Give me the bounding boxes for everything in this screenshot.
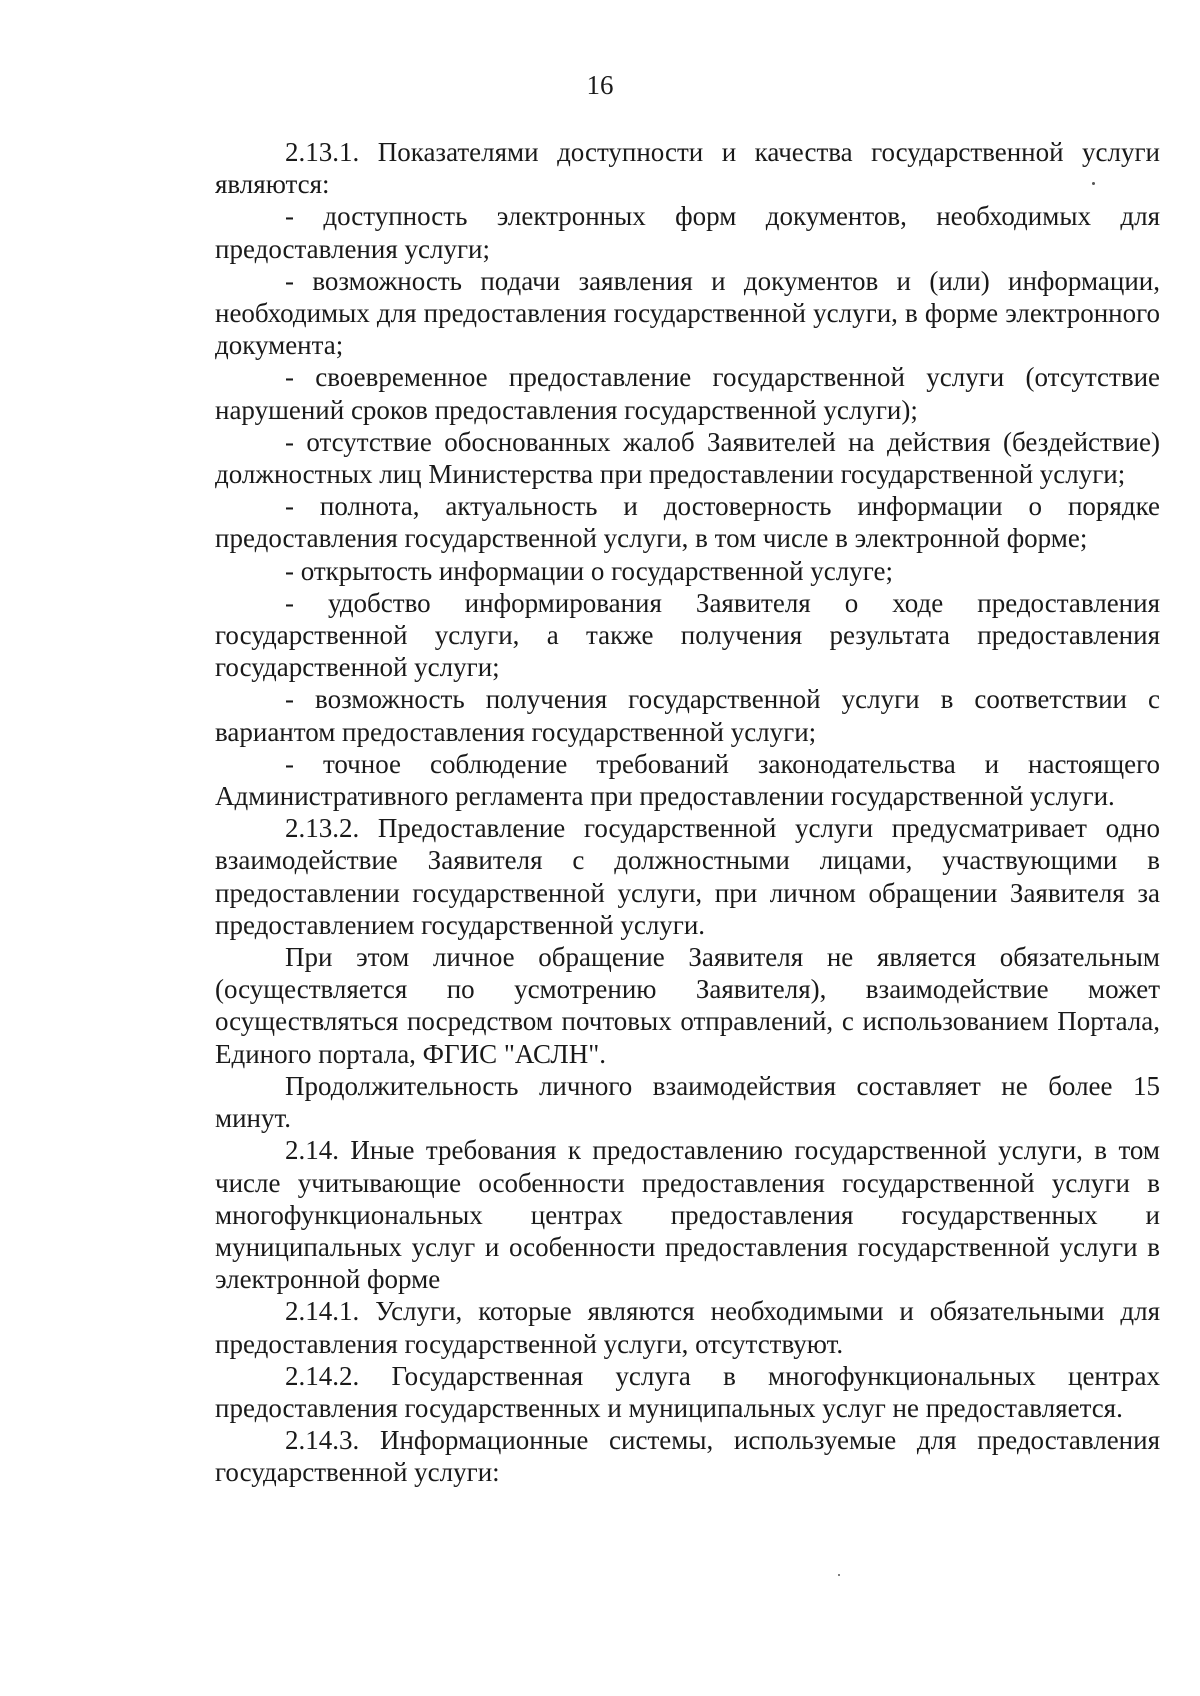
list-item-compliance: - точное соблюдение требований законодательства и настоящего Административного регламента при предоставлении государственной услуги.	[215, 748, 1160, 812]
paragraph-2-14-2: 2.14.2. Государственная услуга в многофункциональных центрах предоставления государственных и муниципальных услуг не предоставляется.	[215, 1360, 1160, 1423]
paragraph-2-14: 2.14. Иные требования к предоставлению государственной услуги, в том числе учитывающие особенности предоставления государственной услуги в многофункциональных центрах предоставления государственных и муниципальных услуг и особенности предоставления государственной услуги в электронной форме	[215, 1135, 1160, 1295]
list-item-openness: - открытость информации о государственной услуге;	[285, 555, 893, 586]
list-item-electronic-forms: - доступность электронных форм документов, необходимых для предоставления услуги;	[215, 201, 1160, 264]
paragraph-2-14-1: 2.14.1. Услуги, которые являются необходимыми и обязательными для предоставления государственной услуги, отсутствуют.	[215, 1296, 1160, 1359]
list-item-notification-convenience: - удобство информирования Заявителя о ходе предоставления государственной услуги, а также получения результата предоставления государственной услуги;	[215, 587, 1160, 683]
list-item-no-complaints: - отсутствие обоснованных жалоб Заявителей на действия (бездействие) должностных лиц Министерства при предоставлении государственной услуги;	[215, 426, 1160, 490]
list-item-electronic-submission: - возможность подачи заявления и документов и (или) информации, необходимых для предоставления государственной услуги, в форме электронного документа;	[215, 265, 1160, 361]
document-body	[215, 136, 1160, 1489]
scan-speck	[1092, 182, 1095, 185]
paragraph-duration: Продолжительность личного взаимодействия составляет не более 15 минут.	[215, 1070, 1160, 1134]
scan-speck	[838, 1574, 840, 1576]
page-number: 16	[586, 70, 614, 100]
list-item-information-completeness: - полнота, актуальность и достоверность информации о порядке предоставления государственной услуги, в том числе в электронной форме;	[215, 491, 1160, 554]
paragraph-2-13-2: 2.13.2. Предоставление государственной услуги предусматривает одно взаимодействие Заявителя с должностными лицами, участвующими в предоставлении государственной услуги, при личном обращении Заявителя за предоставлением государственной услуги.	[215, 813, 1160, 940]
list-item-timeliness: - своевременное предоставление государственной услуги (отсутствие нарушений сроков предоставления государственной услуги);	[215, 362, 1160, 425]
list-item-variant: - возможность получения государственной услуги в соответствии с вариантом предоставления государственной услуги;	[215, 684, 1160, 747]
paragraph-2-14-3: 2.14.3. Информационные системы, используемые для предоставления государственной услуги:	[215, 1425, 1160, 1488]
paragraph-2-13-1: 2.13.1. Показателями доступности и качества государственной услуги являются:	[215, 137, 1160, 200]
paragraph-personal-visit: При этом личное обращение Заявителя не является обязательным (осуществляется по усмотрению Заявителя), взаимодействие может осуществляться посредством почтовых отправлений, с использованием Портала, Единого портала, ФГИС "АСЛН".	[215, 942, 1160, 1069]
